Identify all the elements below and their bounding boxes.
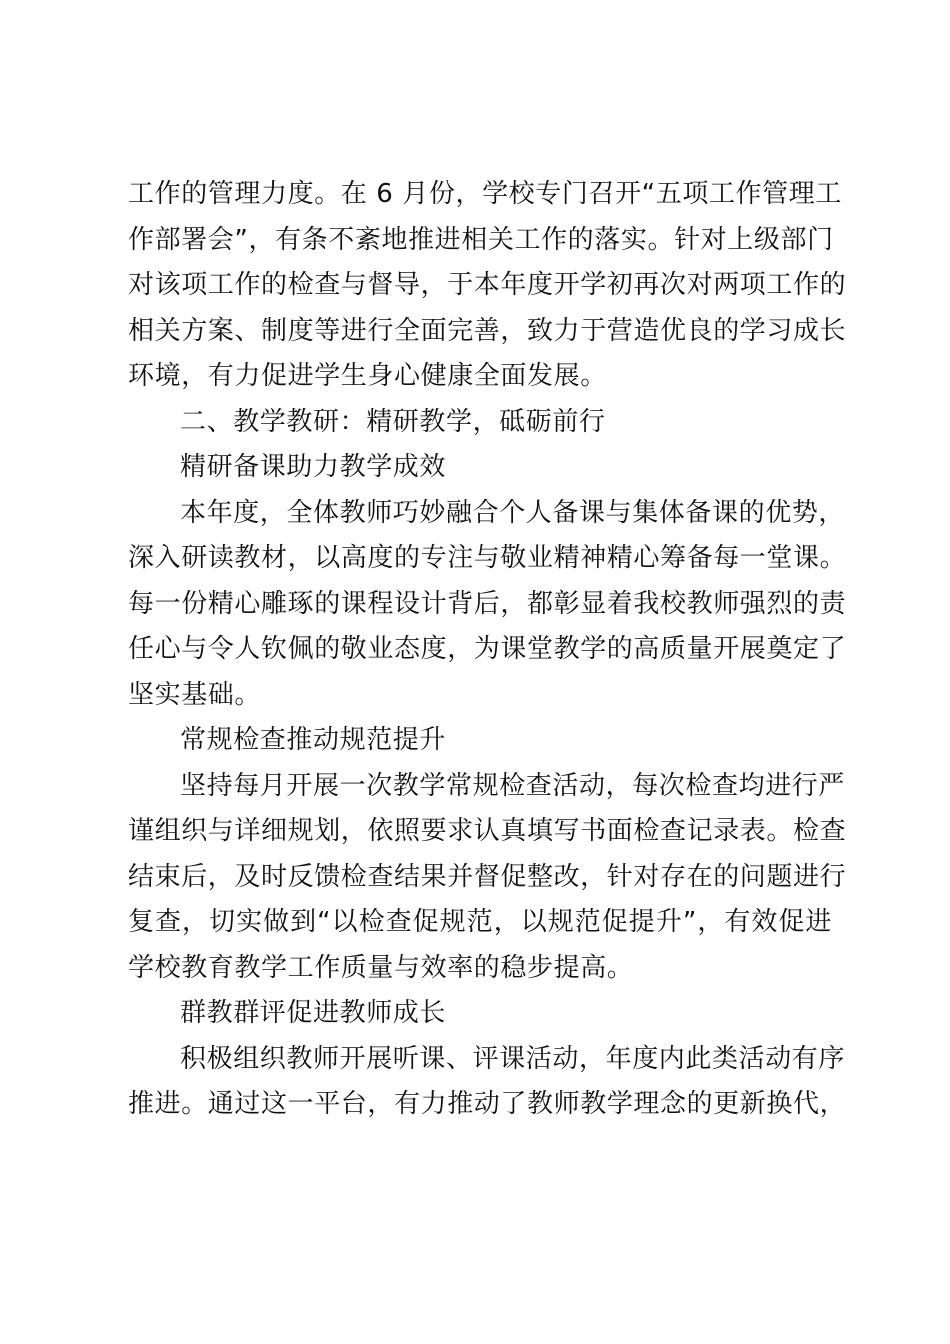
paragraph-line: 每一份精心雕琢的课程设计背后，都彰显着我校教师强烈的责 — [128, 588, 847, 619]
subsection-heading: 常规检查推动规范提升 — [180, 725, 447, 755]
paragraph-line: 结束后，及时反馈检查结果并督促整改，针对存在的问题进行 — [128, 861, 847, 892]
paragraph-line: 本年度，全体教师巧妙融合个人备课与集体备课的优势， — [180, 497, 846, 528]
document-body — [128, 172, 847, 1128]
paragraph-line: 复查，切实做到“以检查促规范，以规范促提升”，有效促进 — [128, 907, 832, 937]
paragraph-line: 学校教育教学工作质量与效率的稳步提高。 — [128, 952, 634, 983]
subsection-heading: 精研备课助力教学成效 — [180, 452, 447, 482]
paragraph-line: 推进。通过这一平台，有力推动了教师教学理念的更新换代， — [128, 1089, 847, 1119]
paragraph-line: 积极组织教师开展听课、评课活动，年度内此类活动有序 — [180, 1043, 846, 1074]
section-heading: 二、教学教研：精研教学，砥砺前行 — [180, 406, 606, 437]
paragraph-line: 任心与令人钦佩的敬业态度，为课堂教学的高质量开展奠定了 — [128, 634, 847, 664]
paragraph-line: 环境，有力促进学生身心健康全面发展。 — [128, 361, 607, 391]
paragraph-line: 相关方案、制度等进行全面完善，致力于营造优良的学习成长 — [128, 315, 847, 346]
paragraph-line: 谨组织与详细规划，依照要求认真填写书面检查记录表。检查 — [128, 816, 847, 846]
paragraph-line: 对该项工作的检查与督导，于本年度开学初再次对两项工作的 — [128, 270, 847, 300]
paragraph-line: 坚持每月开展一次教学常规检查活动，每次检查均进行严 — [180, 770, 846, 801]
paragraph-line: 作部署会”，有条不紊地推进相关工作的落实。针对上级部门 — [128, 224, 834, 255]
subsection-heading: 群教群评促进教师成长 — [180, 998, 447, 1028]
paragraph-line: 坚实基础。 — [128, 679, 262, 710]
paragraph-line: 工作的管理力度。在 6 月份，学校专门召开“五项工作管理工 — [128, 179, 842, 209]
paragraph-line: 深入研读教材，以高度的专注与敬业精神精心筹备每一堂课。 — [128, 543, 847, 573]
